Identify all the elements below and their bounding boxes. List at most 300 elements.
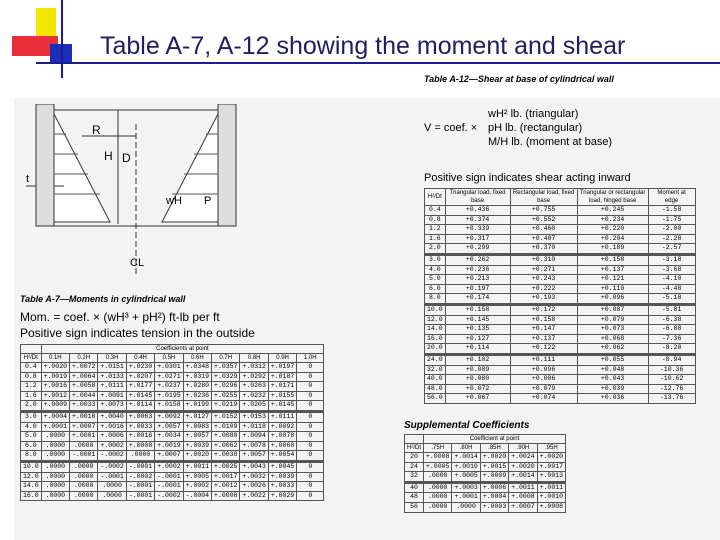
value-cell: +.0011 (537, 482, 565, 493)
row-key-cell: 1.6 (21, 391, 42, 401)
value-cell: .0000 (41, 472, 69, 482)
value-cell: +.0001 (70, 432, 98, 442)
value-cell: -.0002 (126, 472, 154, 482)
value-cell: +0.234 (577, 215, 648, 225)
value-cell: +.0092 (155, 411, 183, 422)
table-a12-header-row (425, 189, 696, 206)
value-cell: +.0280 (183, 382, 211, 392)
value-cell: +0.110 (577, 284, 648, 294)
value-cell: +.0133 (98, 372, 126, 382)
value-cell: +.0187 (268, 372, 296, 382)
table-a7-header: 0.5H (155, 354, 183, 363)
value-cell: +.0357 (212, 363, 240, 373)
table-a12-body (425, 206, 696, 404)
row-key-cell: 20 (405, 453, 424, 463)
value-cell: +.0003 (480, 502, 508, 512)
table-a7-row (21, 432, 324, 442)
value-cell: -12.76 (648, 384, 695, 394)
value-cell: +.0057 (155, 422, 183, 432)
row-key-cell: 0.8 (425, 215, 446, 225)
value-cell: +.0080 (212, 432, 240, 442)
value-cell: +0.062 (577, 344, 648, 355)
supplemental-row (405, 462, 566, 472)
row-key-cell: 40 (405, 482, 424, 493)
value-cell: 0 (297, 451, 324, 462)
value-cell: 0 (297, 363, 324, 373)
value-cell: .0000 (70, 441, 98, 451)
right-wall (218, 104, 236, 226)
table-a12-row (425, 265, 696, 275)
table-a7-header: 0.4H (126, 354, 154, 363)
value-cell: +0.158 (445, 304, 510, 315)
table-a7-header-row (21, 354, 324, 363)
row-key-cell: 20.0 (425, 344, 446, 355)
value-cell: +.0232 (240, 391, 268, 401)
value-cell: +0.243 (510, 275, 577, 285)
value-cell: 0 (297, 461, 324, 472)
value-cell: -10.62 (648, 375, 695, 385)
value-cell: .0000 (126, 451, 154, 462)
value-cell: +0.067 (445, 394, 510, 404)
value-cell: -.0001 (126, 461, 154, 472)
value-cell: +.0057 (240, 451, 268, 462)
value-cell: +.0020 (509, 462, 537, 472)
value-cell: +.0005 (424, 462, 452, 472)
table-a12-row (425, 254, 696, 265)
value-cell: .0000 (41, 451, 69, 462)
value-cell: 0 (297, 422, 324, 432)
value-cell: -1.58 (648, 206, 695, 216)
row-key-cell: 1.2 (425, 225, 446, 235)
value-cell: +0.158 (510, 315, 577, 325)
row-key-cell: 48 (405, 493, 424, 503)
row-key-cell: 16.0 (21, 491, 42, 501)
value-cell: +.0013 (537, 472, 565, 483)
supplemental-group-header: Coefficient at point (424, 435, 566, 444)
value-cell: +.0011 (509, 482, 537, 493)
row-key-cell: 5.0 (21, 432, 42, 442)
value-cell: +0.145 (445, 315, 510, 325)
left-pressure-triangle (54, 114, 110, 222)
value-cell: +.0017 (212, 472, 240, 482)
value-cell: +.0033 (70, 401, 98, 412)
table-a12-row (425, 344, 696, 355)
value-cell: +0.096 (577, 294, 648, 305)
row-key-cell: 32.0 (425, 365, 446, 375)
table-a7-caption: Table A-7—Moments in cylindrical wall (20, 294, 186, 304)
value-cell: +.0008 (126, 441, 154, 451)
value-cell: -8.94 (648, 354, 695, 365)
table-a7-body (21, 363, 324, 501)
value-cell: +0.213 (445, 275, 510, 285)
row-key-cell: 12.0 (21, 472, 42, 482)
value-cell: 0 (297, 382, 324, 392)
table-a12-row (425, 275, 696, 285)
left-wall (36, 104, 54, 226)
label-r: R (92, 123, 101, 137)
value-cell: -.0001 (155, 482, 183, 492)
value-cell: +0.271 (510, 265, 577, 275)
value-cell: +.0016 (126, 432, 154, 442)
row-key-cell: 56 (405, 502, 424, 512)
row-key-cell: 4.0 (21, 422, 42, 432)
value-cell: 0 (297, 432, 324, 442)
value-cell: -.0001 (98, 472, 126, 482)
table-a7-header: 0.2H (70, 354, 98, 363)
value-cell: +0.036 (577, 394, 648, 404)
table-a7-row (21, 461, 324, 472)
value-cell: +.0039 (183, 441, 211, 451)
value-cell: +.0016 (41, 382, 69, 392)
value-cell: +.0010 (537, 493, 565, 503)
table-a12-row (425, 394, 696, 404)
value-cell: +.0008 (212, 491, 240, 501)
value-cell: +.0329 (212, 372, 240, 382)
table-a7-row (21, 372, 324, 382)
value-cell: +.0015 (480, 462, 508, 472)
table-a7-header: 0.8H (240, 354, 268, 363)
value-cell: -3.18 (648, 254, 695, 265)
table-a12-row (425, 304, 696, 315)
label-p: P (204, 195, 212, 207)
value-cell: .0000 (41, 482, 69, 492)
table-a12-row (425, 334, 696, 344)
value-cell: .0000 (70, 491, 98, 501)
value-cell: +.0001 (452, 493, 480, 503)
value-cell: +.0012 (41, 391, 69, 401)
value-cell: +0.245 (577, 206, 648, 216)
value-cell: +.0236 (183, 391, 211, 401)
value-cell: +.0199 (183, 401, 211, 412)
table-a7-row (21, 472, 324, 482)
value-cell: 0 (297, 401, 324, 412)
value-cell: -4.48 (648, 284, 695, 294)
value-cell: +.0073 (98, 401, 126, 412)
value-cell: -6.38 (648, 315, 695, 325)
table-a7-row (21, 491, 324, 501)
table-a12-row (425, 206, 696, 216)
supplemental-caption: Supplemental Coefficients (404, 420, 530, 431)
table-a7-row (21, 451, 324, 462)
value-cell: 0 (297, 411, 324, 422)
row-key-cell: 40.0 (425, 375, 446, 385)
table-a7-group-header: Coefficients at point (41, 345, 324, 354)
supplemental-header-col0: H²/Dt (405, 444, 424, 453)
value-cell: -13.76 (648, 394, 695, 404)
value-cell: .0000 (70, 472, 98, 482)
row-key-cell: 10.0 (425, 304, 446, 315)
value-cell: +0.299 (445, 244, 510, 255)
value-cell: -5.18 (648, 294, 695, 305)
value-cell: +.0109 (212, 422, 240, 432)
decoration-vertical-line (61, 0, 63, 78)
label-h: H (104, 149, 113, 163)
value-cell: +0.172 (510, 304, 577, 315)
table-a12-header: Rectangular load, fixed base (510, 189, 577, 206)
value-cell: -.0002 (98, 461, 126, 472)
table-a7-row (21, 422, 324, 432)
value-cell: .0000 (452, 502, 480, 512)
value-cell: +.0022 (240, 491, 268, 501)
table-a7-row (21, 482, 324, 492)
value-cell: +.0007 (155, 451, 183, 462)
value-cell: +.0007 (70, 422, 98, 432)
value-cell: +.0205 (240, 401, 268, 412)
value-cell: +0.074 (510, 394, 577, 404)
value-cell: +.0078 (240, 441, 268, 451)
value-cell: +.0301 (155, 363, 183, 373)
value-cell: +.0040 (98, 411, 126, 422)
row-key-cell: 6.0 (21, 441, 42, 451)
value-cell: +.0014 (452, 453, 480, 463)
value-cell: +0.407 (510, 234, 577, 244)
table-a12-row (425, 365, 696, 375)
row-key-cell: 12.0 (425, 315, 446, 325)
formula-line-2: pH lb. (rectangular) (488, 122, 583, 134)
supplemental-row (405, 482, 566, 493)
value-cell: +.0009 (41, 401, 69, 412)
supplemental-row (405, 502, 566, 512)
value-cell: +.0004 (41, 411, 69, 422)
value-cell: +0.073 (577, 325, 648, 335)
value-cell: +0.072 (445, 384, 510, 394)
value-cell: +.0230 (126, 363, 154, 373)
value-cell: -.0001 (70, 451, 98, 462)
row-key-cell: 24 (405, 462, 424, 472)
value-cell: -4.10 (648, 275, 695, 285)
value-cell: -7.36 (648, 334, 695, 344)
supplemental-row (405, 453, 566, 463)
value-cell: -2.28 (648, 234, 695, 244)
value-cell: -5.81 (648, 304, 695, 315)
row-key-cell: 1.6 (425, 234, 446, 244)
value-cell: +.0019 (41, 372, 69, 382)
row-key-cell: 0.8 (21, 372, 42, 382)
label-wh: wH (166, 195, 182, 207)
value-cell: +.0058 (70, 382, 98, 392)
value-cell: +0.079 (510, 384, 577, 394)
value-cell: +.0152 (212, 411, 240, 422)
value-cell: +.0153 (240, 411, 268, 422)
value-cell: +.0020 (480, 453, 508, 463)
value-cell: 0 (297, 472, 324, 482)
table-a12-row (425, 244, 696, 255)
value-cell: +0.121 (577, 275, 648, 285)
value-cell: .0000 (98, 491, 126, 501)
value-cell: +.0063 (126, 411, 154, 422)
table-a12-header-col0: H²/Dt (425, 189, 446, 206)
value-cell: +0.552 (510, 215, 577, 225)
value-cell: +.0263 (240, 382, 268, 392)
row-key-cell: 2.0 (425, 244, 446, 255)
value-cell: +.0008 (509, 493, 537, 503)
value-cell: +.0024 (509, 453, 537, 463)
value-cell: -2.57 (648, 244, 695, 255)
value-cell: +.0044 (70, 391, 98, 401)
supplemental-row (405, 493, 566, 503)
table-a7-header: 0.6H (183, 354, 211, 363)
value-cell: +.0255 (212, 391, 240, 401)
table-a7-row (21, 411, 324, 422)
value-cell: +.0002 (183, 482, 211, 492)
value-cell: +0.339 (445, 225, 510, 235)
supplemental-header: .85H (480, 444, 508, 453)
value-cell: +0.174 (445, 294, 510, 305)
table-a12-row (425, 375, 696, 385)
table-a7-header: 0.1H (41, 354, 69, 363)
value-cell: +0.114 (445, 344, 510, 355)
value-cell: +0.755 (510, 206, 577, 216)
value-cell: +0.204 (577, 234, 648, 244)
value-cell: +0.137 (510, 334, 577, 344)
table-a12-row (425, 215, 696, 225)
label-centerline: CL (130, 257, 145, 269)
value-cell: +.0114 (126, 401, 154, 412)
value-cell: +.0111 (98, 382, 126, 392)
table-a12-row (425, 325, 696, 335)
row-key-cell: 1.2 (21, 382, 42, 392)
table-a12-row (425, 284, 696, 294)
value-cell: +.0011 (183, 461, 211, 472)
value-cell: +0.102 (445, 354, 510, 365)
value-cell: +0.197 (445, 284, 510, 294)
table-a7-header: 0.9H (268, 354, 296, 363)
table-a7-header-col0: H²/Dt (21, 354, 42, 363)
value-cell: +0.080 (445, 375, 510, 385)
value-cell: .0000 (41, 441, 69, 451)
value-cell: +0.048 (577, 365, 648, 375)
value-cell: -2.00 (648, 225, 695, 235)
value-cell: +.0029 (268, 491, 296, 501)
value-cell: +.0072 (70, 363, 98, 373)
supplemental-table (404, 434, 566, 513)
value-cell: +.0092 (268, 422, 296, 432)
value-cell: +.0020 (537, 453, 565, 463)
value-cell: +0.137 (577, 265, 648, 275)
row-key-cell: 6.0 (425, 284, 446, 294)
value-cell: .0000 (424, 482, 452, 493)
value-cell: .0000 (98, 482, 126, 492)
table-a12-row (425, 234, 696, 244)
value-cell: +.0171 (268, 382, 296, 392)
table-a12 (424, 188, 696, 404)
value-cell: +.0091 (98, 391, 126, 401)
value-cell: -.0002 (155, 491, 183, 501)
value-cell: +.0145 (268, 401, 296, 412)
value-cell: +0.039 (577, 384, 648, 394)
value-cell: +.0054 (268, 451, 296, 462)
row-key-cell: 56.0 (425, 394, 446, 404)
value-cell: +0.111 (510, 354, 577, 365)
value-cell: +.0008 (537, 502, 565, 512)
label-t: t (26, 173, 30, 185)
value-cell: +0.310 (510, 254, 577, 265)
supplemental-header: .80H (452, 444, 480, 453)
value-cell: +.0127 (183, 411, 211, 422)
value-cell: +0.043 (577, 375, 648, 385)
value-cell: +.0020 (41, 363, 69, 373)
value-cell: +.0118 (240, 422, 268, 432)
table-a12-sign-note: Positive sign indicates shear acting inward (424, 172, 631, 184)
table-a7-sign-note: Positive sign indicates tension in the outside (20, 326, 255, 340)
value-cell: +.0151 (98, 363, 126, 373)
supplemental-header: .75H (424, 444, 452, 453)
value-cell: +0.127 (445, 334, 510, 344)
wall-diagram (22, 104, 252, 284)
value-cell: +.0111 (268, 411, 296, 422)
value-cell: +.0026 (240, 482, 268, 492)
row-key-cell: 14.0 (21, 482, 42, 492)
value-cell: +.0006 (98, 432, 126, 442)
row-key-cell: 24.0 (425, 354, 446, 365)
value-cell: +0.135 (445, 325, 510, 335)
supplemental-group-row (405, 435, 566, 444)
value-cell: +.0145 (126, 391, 154, 401)
value-cell: +0.089 (445, 365, 510, 375)
value-cell: +.0195 (155, 391, 183, 401)
value-cell: 0 (297, 441, 324, 451)
value-cell: -1.75 (648, 215, 695, 225)
row-key-cell: 0.4 (425, 206, 446, 216)
value-cell: +.0064 (70, 372, 98, 382)
value-cell: .0000 (41, 461, 69, 472)
row-key-cell: 4.0 (425, 265, 446, 275)
formula-line-1: wH² lb. (triangular) (488, 108, 579, 120)
value-cell: +.0068 (268, 441, 296, 451)
value-cell: +.0237 (155, 382, 183, 392)
supplemental-header: .90H (509, 444, 537, 453)
value-cell: +.0005 (452, 472, 480, 483)
table-a12-row (425, 384, 696, 394)
value-cell: +0.158 (577, 254, 648, 265)
value-cell: +.0002 (98, 441, 126, 451)
value-cell: +.0219 (212, 401, 240, 412)
value-cell: +.0038 (212, 451, 240, 462)
table-a12-row (425, 354, 696, 365)
value-cell: +.0032 (240, 472, 268, 482)
value-cell: +.0007 (509, 502, 537, 512)
value-cell: +0.220 (577, 225, 648, 235)
value-cell: +.0033 (268, 482, 296, 492)
value-cell: +0.193 (510, 294, 577, 305)
value-cell: +.0012 (212, 482, 240, 492)
table-a7 (20, 344, 324, 501)
value-cell: +.0002 (155, 461, 183, 472)
value-cell: +0.436 (445, 206, 510, 216)
row-key-cell: 48.0 (425, 384, 446, 394)
value-cell: -3.68 (648, 265, 695, 275)
value-cell: 0 (297, 491, 324, 501)
row-key-cell: 5.0 (425, 275, 446, 285)
value-cell: +.0006 (480, 482, 508, 493)
table-a7-row (21, 382, 324, 392)
value-cell: -.0001 (126, 491, 154, 501)
table-a7-row (21, 391, 324, 401)
supplemental-body (405, 453, 566, 513)
value-cell: +.0094 (240, 432, 268, 442)
value-cell: +.0019 (155, 441, 183, 451)
slide-title: Table A-7, A-12 showing the moment and shear (100, 32, 626, 60)
row-key-cell: 0.4 (21, 363, 42, 373)
value-cell: +0.086 (510, 375, 577, 385)
table-a7-row (21, 363, 324, 373)
wall-diagram-svg (22, 104, 252, 284)
value-cell: -.0001 (155, 472, 183, 482)
value-cell: +.0004 (480, 493, 508, 503)
value-cell: -10.36 (648, 365, 695, 375)
value-cell: +.0016 (98, 422, 126, 432)
value-cell: +.0312 (240, 363, 268, 373)
